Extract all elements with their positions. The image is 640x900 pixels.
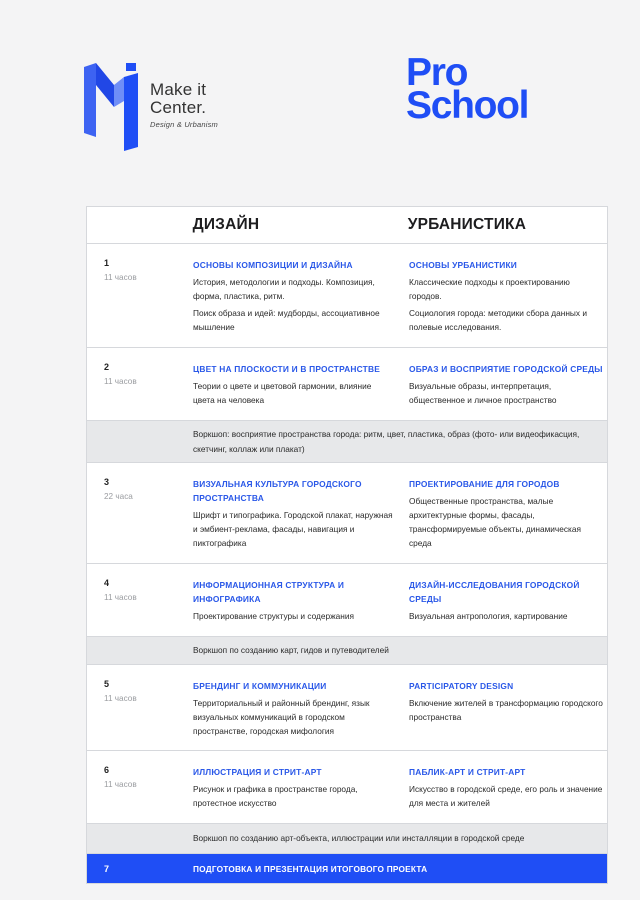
module-row (87, 463, 607, 564)
urban-topic-description: Включение жителей в трансформацию городского пространства (409, 698, 603, 722)
final-module-row (87, 854, 607, 883)
module-hours: 11 часов (104, 377, 137, 386)
module-number: 5 (104, 679, 110, 689)
design-topic-title: ЦВЕТ НА ПЛОСКОСТИ И В ПРОСТРАНСТВЕ (193, 364, 381, 374)
make-it-center-logo (82, 63, 252, 153)
urban-topic-description: Классические подходы к проектированию городов. (409, 277, 570, 301)
urban-topic-description: Визуальная антропология, картирование (409, 611, 568, 621)
design-topic-title: ВИЗУАЛЬНАЯ КУЛЬТУРА ГОРОДСКОГО ПРОСТРАНСТВА (193, 479, 362, 503)
logo-line-1: Make it (150, 80, 207, 99)
design-cell (193, 679, 409, 741)
design-topic-description: Территориальный и районный брендинг, язык визуальных коммуникаций в городском пространстве, городская мифология (193, 698, 370, 736)
workshop-row (87, 637, 607, 665)
design-topic-description: Шрифт и типографика. Городской плакат, наружная и эмбиент-реклама, фасады, навигация и пиктографика (193, 510, 393, 548)
module-row (87, 665, 607, 751)
urban-cell (409, 765, 607, 813)
urban-topic-description: Визуальные образы, интерпретация, общественное и личное пространство (409, 381, 557, 405)
brand-line-1: Pro (406, 51, 468, 94)
module-number-cell (87, 578, 193, 626)
module-hours: 22 часа (104, 492, 133, 501)
urban-cell (409, 258, 607, 337)
module-hours: 11 часов (104, 593, 137, 602)
module-number-cell (87, 477, 193, 553)
module-row (87, 564, 607, 637)
brand-line-2: School (406, 84, 529, 127)
module-number: 3 (104, 477, 110, 487)
urban-cell (409, 578, 607, 626)
table-header (87, 207, 607, 244)
module-number: 6 (104, 765, 110, 775)
module-number-cell (87, 765, 193, 813)
workshop-text: Воркшоп по созданию арт-объекта, иллюстрации или инсталляции в городской среде (193, 833, 525, 843)
urban-topic-title: PARTICIPATORY DESIGN (409, 681, 514, 691)
module-number: 2 (104, 362, 110, 372)
urban-topic-title: ПРОЕКТИРОВАНИЕ ДЛЯ ГОРОДОВ (409, 479, 560, 489)
design-topic-title: БРЕНДИНГ И КОММУНИКАЦИИ (193, 681, 327, 691)
module-number: 4 (104, 578, 110, 588)
module-row (87, 348, 607, 421)
module-hours: 11 часов (104, 780, 137, 789)
urban-topic-title: ДИЗАЙН-ИССЛЕДОВАНИЯ ГОРОДСКОЙ СРЕДЫ (409, 580, 580, 604)
urban-cell (409, 679, 607, 741)
design-topic-title: ОСНОВЫ КОМПОЗИЦИИ И ДИЗАЙНА (193, 260, 353, 270)
design-cell (193, 258, 409, 337)
module-row (87, 751, 607, 824)
design-cell (193, 578, 409, 626)
table-body (87, 244, 607, 854)
final-module-label: ПОДГОТОВКА И ПРЕЗЕНТАЦИЯ ИТОГОВОГО ПРОЕКТА (193, 863, 428, 874)
design-topic-description: Теории о цвете и цветовой гармонии, влияние цвета на человека (193, 381, 372, 405)
module-number: 1 (104, 258, 110, 268)
proschool-logo (406, 51, 529, 127)
module-row (87, 244, 607, 348)
urban-cell (409, 362, 607, 410)
workshop-row (87, 421, 607, 463)
urban-topic-description: Общественные пространства, малые архитектурные формы, фасады, трансформируемые объекты, динамическая среда (409, 496, 581, 548)
urban-topic-title: ПАБЛИК-АРТ И СТРИТ-АРТ (409, 767, 526, 777)
urban-topic-title: ОСНОВЫ УРБАНИСТИКИ (409, 260, 518, 270)
logo-line-2: Center. (150, 98, 207, 117)
mic-logo-mark-icon (82, 63, 144, 151)
design-cell (193, 765, 409, 813)
workshop-text: Воркшоп: восприятие пространства города: ритм, цвет, пластика, образ (фото- или видеофикасция, скетчинг, коллаж или плакат) (193, 428, 580, 454)
design-topic-title: ИНФОРМАЦИОННАЯ СТРУКТУРА И ИНФОГРАФИКА (193, 580, 345, 604)
module-number-cell (87, 362, 193, 410)
design-topic-description: Проектирование структуры и содержания (193, 611, 354, 621)
module-number: 7 (104, 863, 110, 874)
design-topic-description: Рисунок и графика в пространстве города, протестное искусство (193, 784, 358, 808)
workshop-row (87, 824, 607, 854)
module-number-cell (87, 679, 193, 741)
urban-topic-title: ОБРАЗ И ВОСПРИЯТИЕ ГОРОДСКОЙ СРЕДЫ (409, 364, 603, 374)
urban-cell (409, 477, 607, 553)
curriculum-table (86, 206, 608, 884)
design-cell (193, 362, 409, 410)
urban-topic-description: Социология города: методики сбора данных и полевые исследования. (409, 308, 587, 332)
column-header-design: ДИЗАЙН (192, 216, 260, 233)
module-hours: 11 часов (104, 694, 137, 703)
module-hours: 11 часов (104, 273, 137, 282)
urban-topic-description: Искусство в городской среде, его роль и значение для места и жителей (409, 784, 603, 808)
design-topic-description: Поиск образа и идей: мудборды, ассоциативное мышление (193, 308, 380, 332)
module-number-cell (87, 258, 193, 337)
column-header-urbanism: УРБАНИСТИКА (407, 216, 527, 233)
workshop-text: Воркшоп по созданию карт, гидов и путеводителей (193, 645, 389, 655)
design-cell (193, 477, 409, 553)
logo-subtitle: Design & Urbanism (150, 120, 219, 129)
design-topic-title: ИЛЛЮСТРАЦИЯ И СТРИТ-АРТ (193, 767, 322, 777)
design-topic-description: История, методологии и подходы. Композиция, форма, пластика, ритм. (193, 277, 375, 301)
